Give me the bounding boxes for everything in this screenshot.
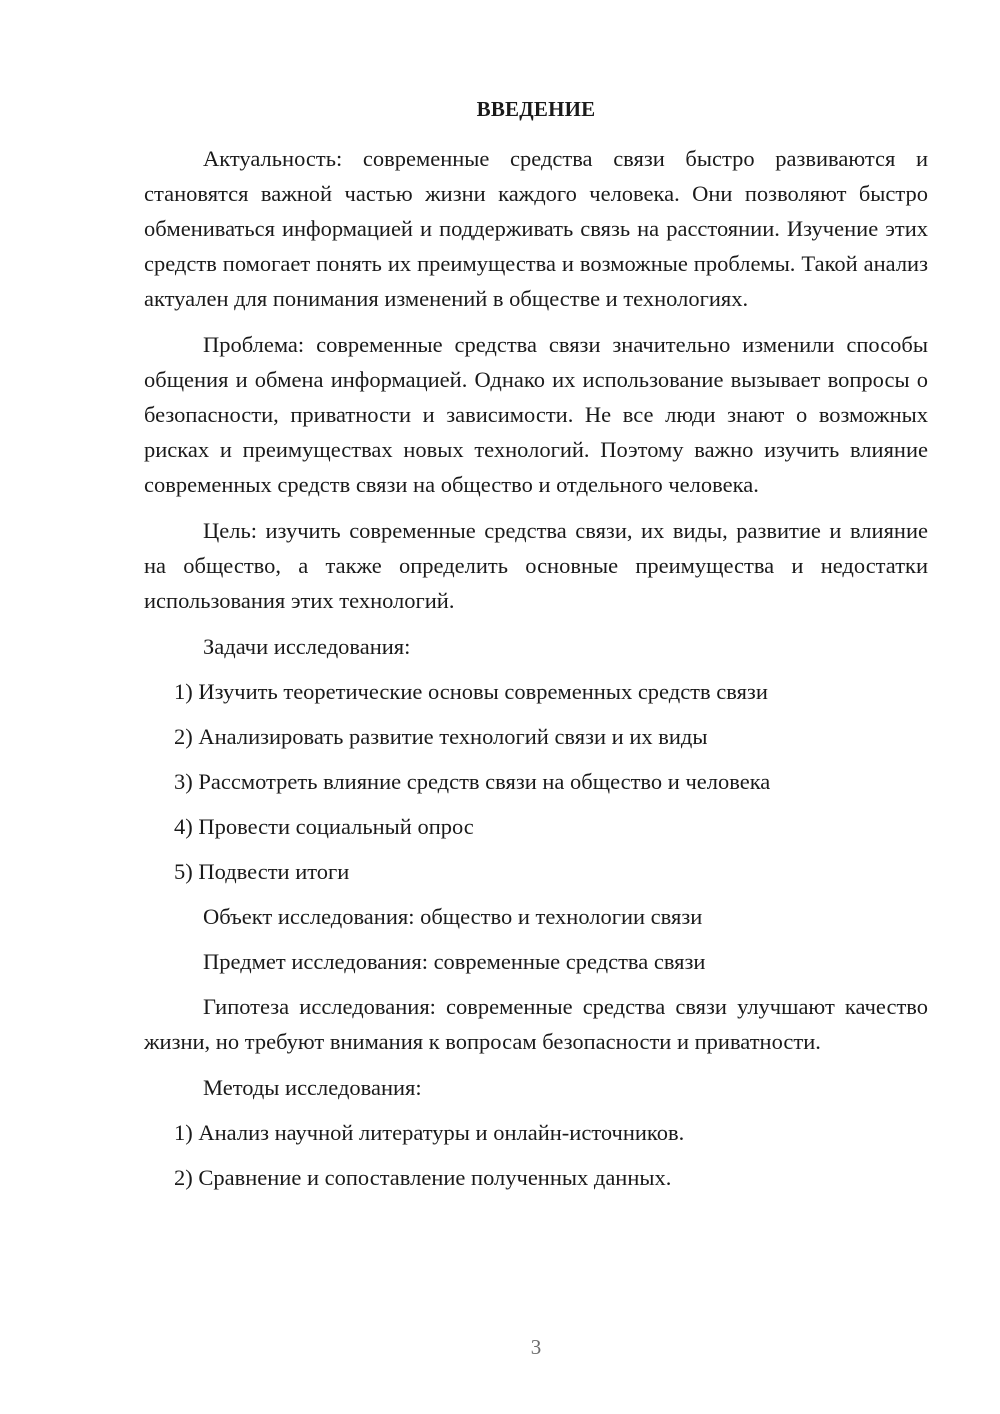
task-item: 2) Анализировать развитие технологий связи и их виды bbox=[174, 724, 708, 749]
paragraph-problem: Проблема: современные средства связи значительно изменили способы общения и обмена информацией. Однако их использование вызывает вопросы о безопасности, приватности и зависимости. Не все люди знают о возможных рисках и преимуществах новых технологий. Поэтому важно изучить влияние современных средств связи на общество и отдельного человека. bbox=[144, 332, 928, 497]
task-item: 1) Изучить теоретические основы современных средств связи bbox=[174, 679, 768, 704]
page-title: ВВЕДЕНИЕ bbox=[476, 97, 596, 121]
task-item: 4) Провести социальный опрос bbox=[174, 814, 474, 839]
paragraph-goal: Цель: изучить современные средства связи, их виды, развитие и влияние на общество, а также определить основные преимущества и недостатки использования этих технологий. bbox=[144, 518, 928, 613]
task-item: 3) Рассмотреть влияние средств связи на общество и человека bbox=[174, 769, 771, 794]
paragraph-hypothesis: Гипотеза исследования: современные средства связи улучшают качество жизни, но требуют внимания к вопросам безопасности и приватности. bbox=[144, 994, 928, 1054]
research-subject: Предмет исследования: современные средства связи bbox=[203, 949, 706, 974]
method-item: 1) Анализ научной литературы и онлайн-источников. bbox=[174, 1120, 685, 1145]
document-body bbox=[144, 141, 928, 1205]
tasks-heading: Задачи исследования: bbox=[203, 634, 411, 659]
research-object: Объект исследования: общество и технологии связи bbox=[203, 904, 703, 929]
method-item: 2) Сравнение и сопоставление полученных данных. bbox=[174, 1165, 672, 1190]
methods-heading: Методы исследования: bbox=[203, 1075, 422, 1100]
paragraph-relevance: Актуальность: современные средства связи быстро развиваются и становятся важной частью жизни каждого человека. Они позволяют быстро обмениваться информацией и поддерживать связь на расстоянии. Изучение этих средств помогает понять их преимущества и возможные проблемы. Такой анализ актуален для понимания изменений в обществе и технологиях. bbox=[144, 146, 928, 311]
task-item: 5) Подвести итоги bbox=[174, 859, 350, 884]
page-number: 3 bbox=[530, 1335, 542, 1359]
